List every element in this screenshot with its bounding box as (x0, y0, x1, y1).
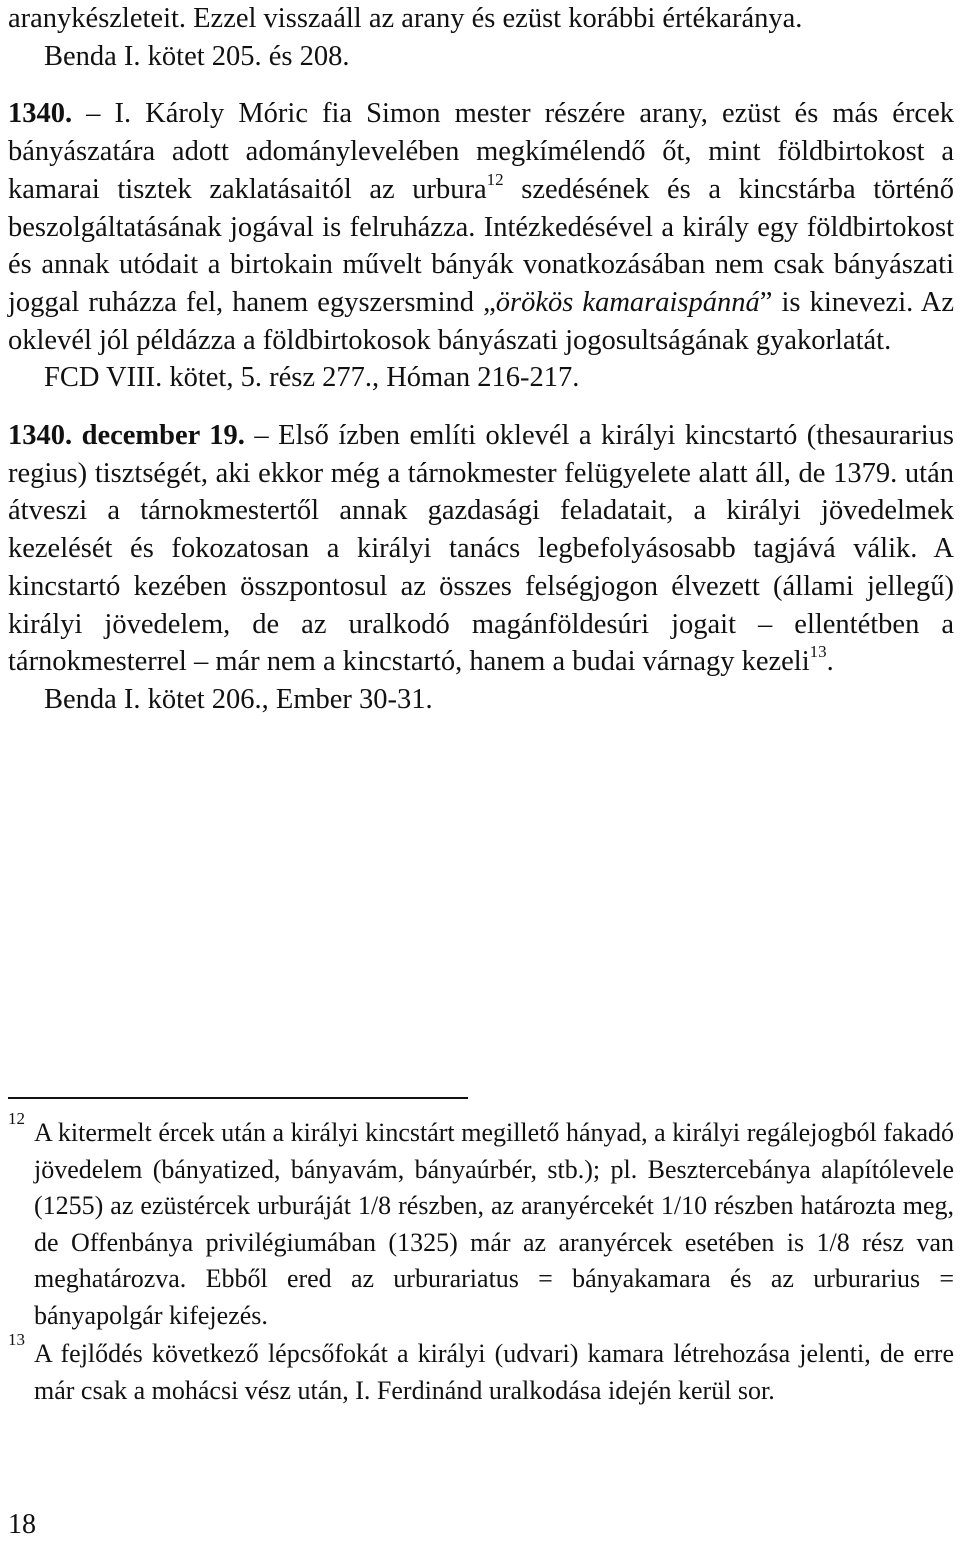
paragraph-text: . (826, 646, 834, 678)
footnote-13 (8, 1330, 954, 1409)
paragraph-1340-karoly (8, 95, 954, 359)
source-citation: Benda I. kötet 205. és 208. (44, 40, 350, 72)
footnote-ref-13[interactable]: 13 (809, 642, 827, 662)
footnote-number: 13 (8, 1330, 25, 1349)
source-citation: Benda I. kötet 206., Ember 30-31. (44, 683, 433, 715)
source-citation: FCD VIII. kötet, 5. rész 277., Hóman 216-217. (44, 362, 580, 394)
paragraph-text: ” is kinevezi. Az oklevél jól példázza a földbirtokosok bányászati jogosultságának gyakorlatát. (8, 286, 954, 356)
entry-date: 1340. december 19. (8, 420, 245, 452)
document-page (8, 0, 954, 1540)
paragraph-gold-silver (8, 0, 954, 38)
paragraph-1340-december (8, 417, 954, 681)
entry-date: 1340. (8, 98, 73, 130)
footnote-number: 12 (8, 1109, 25, 1128)
paragraph-text: szedésének és a kincstárba történő beszolgáltatásának jogával is felruházza. Intézkedésével a király egy földbirtokost és annak utódait a birtokain művelt bányák vonatkozásában nem csak bányászati joggal ruházza fel, hanem egyszersmind „ (8, 173, 954, 318)
paragraph-text: – Első ízben említi oklevél a királyi kincstartó (thesaurarius regius) tisztségét, aki ekkor még a tárnokmester felügyelete alatt áll, de 1379. után átveszi a tárnokmestertől annak gazdasági feladatait, a királyi jövedelmek kezelését és fokozatosan a királyi tanács legbefolyásosabb tagjává válik. A kincstartó kezében összpontosul az összes felségjogon élvezett (állami jellegű) királyi jövedelem, de az uralkodó magánföldesúri jogait – ellentétben a tárnokmesterrel – már nem a kincstartó, hanem a budai várnagy kezeli (8, 420, 954, 678)
footnote-text: A kitermelt ércek után a királyi kincstárt megillető hányad, a királyi regálejogból fakadó jövedelem (bányatized, bányavám, bányaúrbér, stb.); pl. Besztercebánya alapítólevele (1255) az ezüstércek urburáját 1/8 részben, az aranyércekét 1/10 részben határozta meg, de Offenbánya privilégiumában (1325) már az aranyércek esetében is 1/8 rész van meghatározva. Ebből ered az urburariatus = bányakamara és az urburarius = bányapolgár kifejezés. (34, 1118, 954, 1330)
page-number: 18 (8, 1509, 36, 1540)
paragraph-text: aranykészleteit. Ezzel visszaáll az arany és ezüst korábbi értékaránya. (8, 3, 803, 34)
footnote-divider (8, 1097, 468, 1099)
paragraph-text: – I. Károly Móric fia Simon mester részére arany, ezüst és más ércek bányászatára adott adománylevelében megkímélendő őt, mint földbirtokost a kamarai tisztek zaklatásaitól az urbura (8, 98, 954, 205)
main-text (8, 0, 954, 719)
italic-quote: örökös kamaraispánná (495, 286, 760, 318)
footnotes (8, 1109, 954, 1411)
footnote-ref-12[interactable]: 12 (486, 169, 504, 189)
footnote-text: A fejlődés következő lépcsőfokát a királyi (udvari) kamara létrehozása jelenti, de erre már csak a mohácsi vész után, I. Ferdinánd uralkodása idején kerül sor. (34, 1339, 954, 1405)
footnote-12 (8, 1109, 954, 1334)
